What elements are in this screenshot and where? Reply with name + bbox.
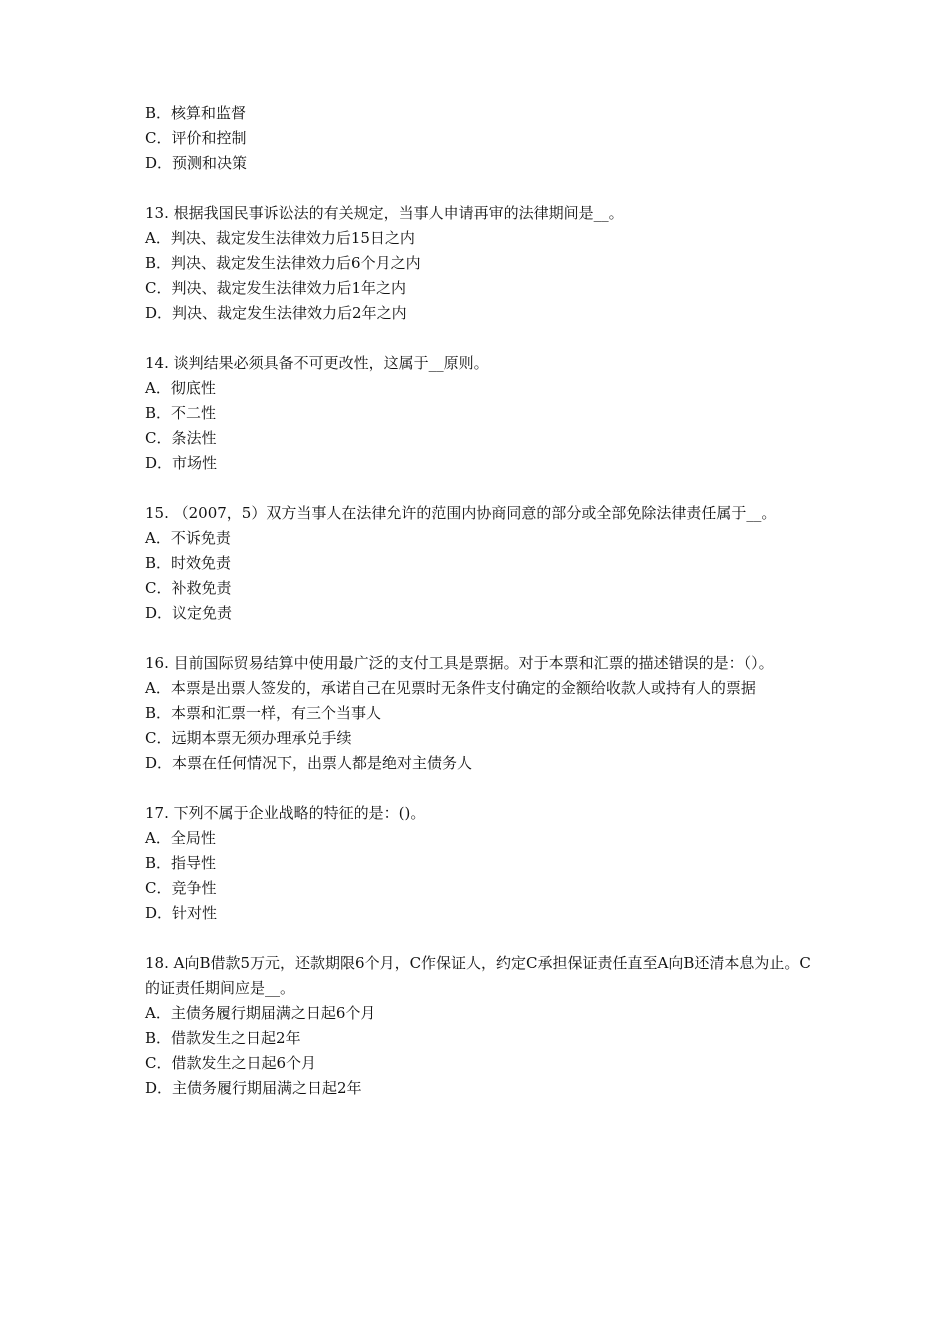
spacer <box>145 926 815 951</box>
option-c: C．远期本票无须办理承兑手续 <box>145 729 352 747</box>
option-a: A．全局性 <box>145 829 216 847</box>
option-a: A．判决、裁定发生法律效力后15日之内 <box>145 229 415 247</box>
option-a: A．彻底性 <box>145 379 216 397</box>
option-b: B．不二性 <box>145 404 217 422</box>
option-d: D．本票在任何情况下，出票人都是绝对主债务人 <box>145 754 473 772</box>
option-b: B．指导性 <box>145 854 217 872</box>
question-14 <box>145 351 815 476</box>
option-d: D．针对性 <box>145 904 218 922</box>
option-b: B．判决、裁定发生法律效力后6个月之内 <box>145 254 421 272</box>
question-12-options-continued <box>145 101 815 176</box>
option-b: B．核算和监督 <box>145 104 247 122</box>
option-d: D．市场性 <box>145 454 218 472</box>
spacer <box>145 326 815 351</box>
option-a: A．主债务履行期届满之日起6个月 <box>145 1004 376 1022</box>
spacer <box>145 176 815 201</box>
question-18 <box>145 951 815 1101</box>
option-b: B．时效免责 <box>145 554 232 572</box>
option-d: D．预测和决策 <box>145 154 248 172</box>
option-a: A．不诉免责 <box>145 529 231 547</box>
option-d: D．议定免责 <box>145 604 233 622</box>
spacer <box>145 626 815 651</box>
option-c: C．借款发生之日起6个月 <box>145 1054 317 1072</box>
question-16 <box>145 651 815 776</box>
option-d: D．主债务履行期届满之日起2年 <box>145 1079 362 1097</box>
option-c: C．条法性 <box>145 429 217 447</box>
option-c: C．评价和控制 <box>145 129 247 147</box>
option-b: B．借款发生之日起2年 <box>145 1029 301 1047</box>
question-stem: 17. 下列不属于企业战略的特征的是：()。 <box>145 804 426 822</box>
question-15 <box>145 501 815 626</box>
option-d: D．判决、裁定发生法律效力后2年之内 <box>145 304 407 322</box>
option-a: A．本票是出票人签发的，承诺自己在见票时无条件支付确定的金额给收款人或持有人的票据 <box>145 679 756 697</box>
option-b: B．本票和汇票一样，有三个当事人 <box>145 704 382 722</box>
option-c: C．竞争性 <box>145 879 217 897</box>
option-c: C．判决、裁定发生法律效力后1年之内 <box>145 279 407 297</box>
question-13 <box>145 201 815 326</box>
option-c: C．补救免责 <box>145 579 232 597</box>
question-17 <box>145 801 815 926</box>
question-stem: 14. 谈判结果必须具备不可更改性，这属于__原则。 <box>145 354 489 372</box>
page-content <box>145 101 815 1101</box>
spacer <box>145 476 815 501</box>
question-stem: 15. （2007，5）双方当事人在法律允许的范围内协商同意的部分或全部免除法律责任属于__。 <box>145 504 777 522</box>
spacer <box>145 776 815 801</box>
question-stem: 18. A向B借款5万元，还款期限6个月，C作保证人，约定C承担保证责任直至A向B还清本息为止。C的证责任期间应是__。 <box>145 954 811 997</box>
question-stem: 16. 目前国际贸易结算中使用最广泛的支付工具是票据。对于本票和汇票的描述错误的是：（）。 <box>145 654 774 672</box>
question-stem: 13. 根据我国民事诉讼法的有关规定，当事人申请再审的法律期间是__。 <box>145 204 624 222</box>
